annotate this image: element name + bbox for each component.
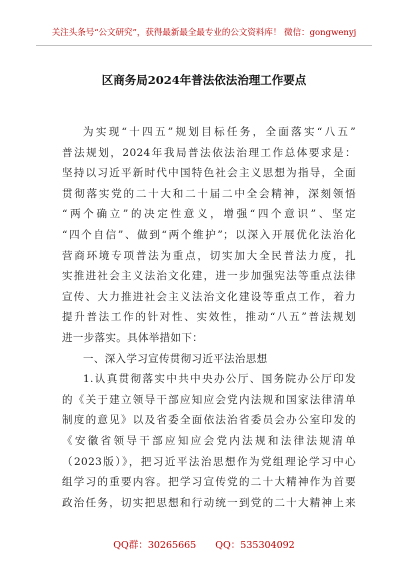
body-line: 坚持以习近平新时代中国特色社会主义思想为指导，全面 <box>62 167 356 180</box>
body-line: 营商环境专项普法为重点，切实加大全民普法力度，扎 <box>62 249 356 262</box>
body-line: 1.认真贯彻落实中共中央办公厅、国务院办公厅印发 <box>83 373 356 386</box>
footer-qq: QQ：535304092 <box>215 540 295 551</box>
body-line: 为实现“十四五”规划目标任务，全面落实“八五” <box>83 126 356 138</box>
body-line: “两个确立”的决定性意义，增强“四个意识”、坚定 <box>62 208 356 221</box>
body-line: 《安徽省领导干部应知应会党内法规和法律法规清单 <box>62 434 356 447</box>
body-line: 进一步落实。具体举措如下： <box>62 331 204 344</box>
header-divider <box>36 45 372 46</box>
body-line: 组学习的重要内容。把学习宣传党的二十大精神作为首要 <box>62 476 356 489</box>
body-line: 的《关于建立领导干部应知应会党内法规和国家法律清单 <box>62 393 356 406</box>
document-body <box>62 122 356 513</box>
body-line: 普法规划，2024年我局普法依法治理工作总体要求是： <box>62 146 356 159</box>
body-line: 提升普法工作的针对性、实效性，推动“八五”普法规划 <box>62 311 356 324</box>
footer-qq-group: QQ群：30265665 <box>113 540 197 551</box>
footer-contact <box>0 537 408 551</box>
body-line: 贯彻落实党的二十大和二十届二中全会精神，深刻领悟 <box>62 187 356 200</box>
body-line: 实推进社会主义法治文化建，进一步加强宪法等重点法律 <box>62 270 356 283</box>
header-note: 关注头条号“公文研究”，获得最新最全最专业的公文资料库！ 微信：gongwenyj <box>51 28 357 38</box>
body-line: 宣传、大力推进社会主义法治文化建设等重点工作，着力 <box>62 290 356 303</box>
body-line: 政治任务，切实把思想和行动统一到党的二十大精神上来 <box>62 496 356 509</box>
body-line: 一、深入学习宣传贯彻习近平法治思想 <box>83 352 268 365</box>
document-title: 区商务局2024年普法依法治理工作要点 <box>101 73 307 87</box>
body-line: 制度的意见》以及省委全面依法治省委员会办公室印发的 <box>62 414 356 427</box>
body-line: （2023版）》，把习近平法治思想作为党组理论学习中心 <box>62 455 356 468</box>
body-line: “四个自信”、做到“两个维护”；以深入开展优化法治化 <box>62 228 356 241</box>
